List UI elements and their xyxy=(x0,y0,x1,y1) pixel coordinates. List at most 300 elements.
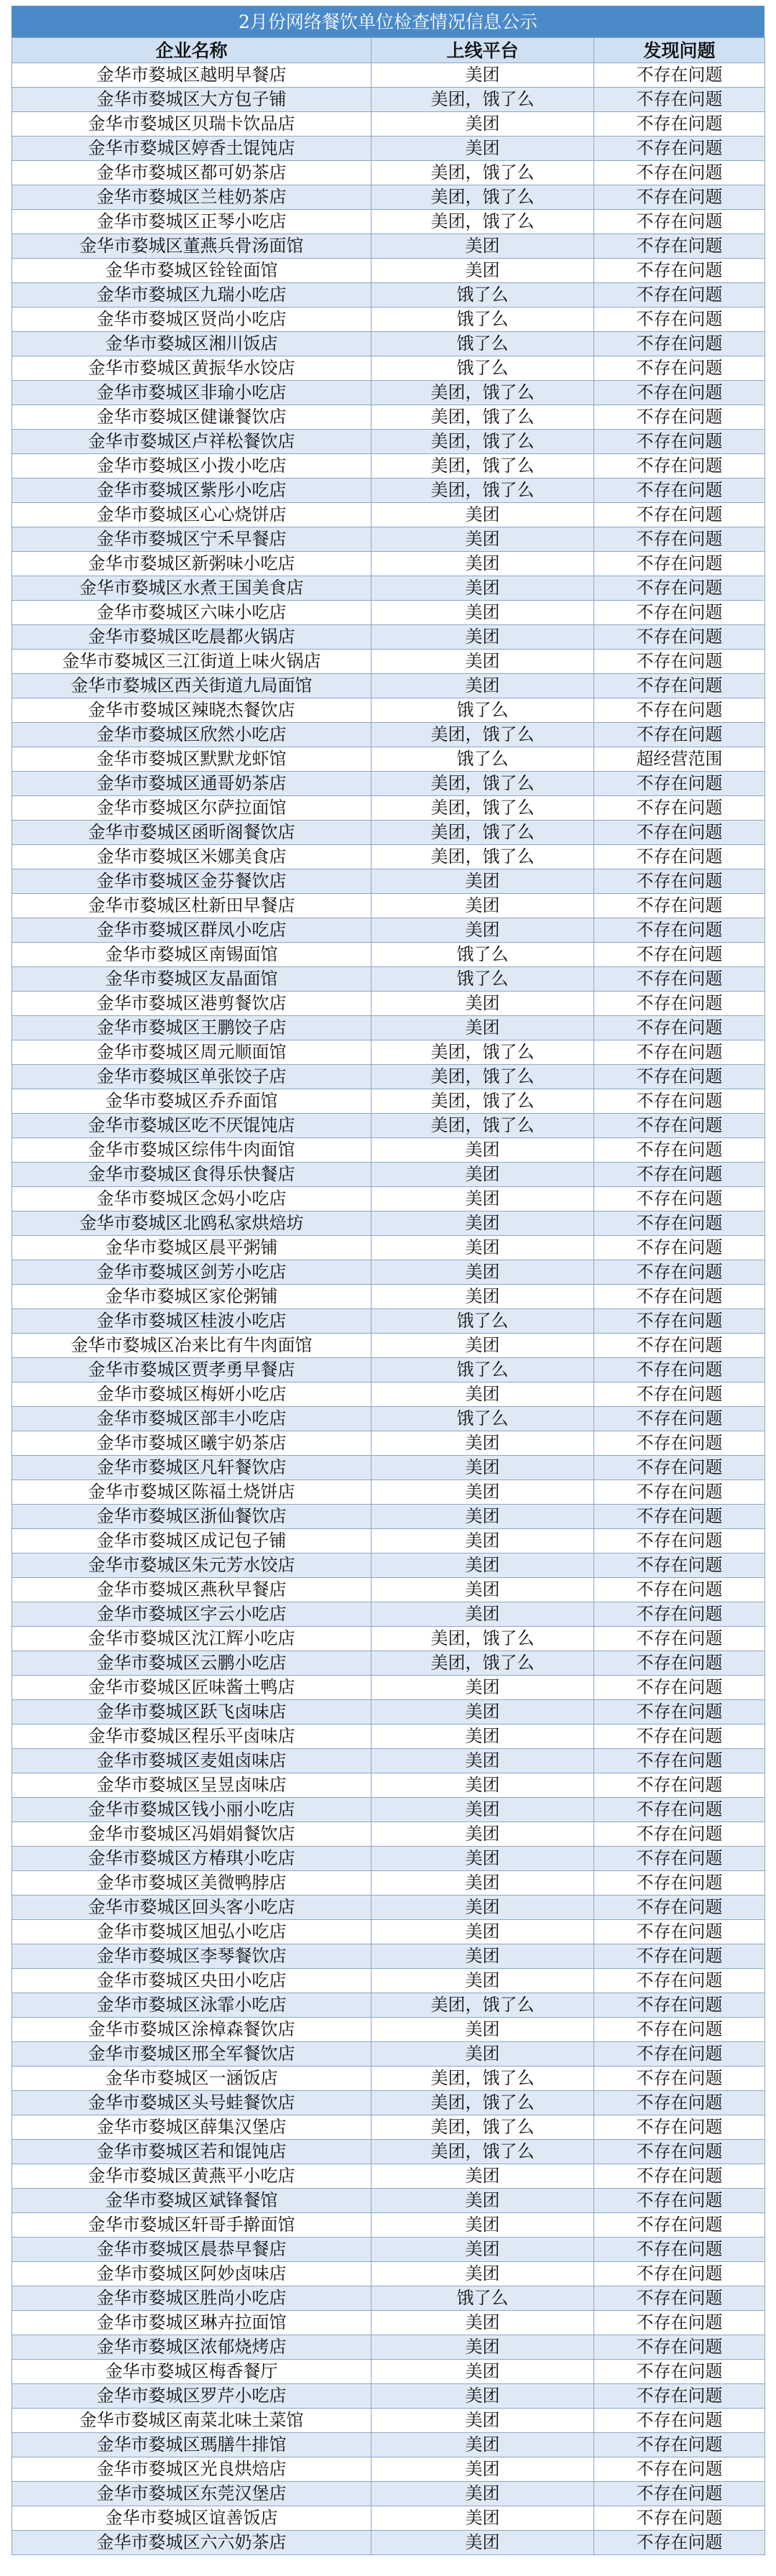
cell-platform: 美团 xyxy=(371,2335,594,2360)
cell-issue: 不存在问题 xyxy=(594,918,765,943)
cell-company-name: 金华市婺城区轩哥手擀面馆 xyxy=(12,2213,371,2238)
cell-company-name: 金华市婺城区美微鸭脖店 xyxy=(12,1871,371,1896)
cell-company-name: 金华市婺城区港剪餐饮店 xyxy=(12,992,371,1016)
cell-company-name: 金华市婺城区斌锋餐馆 xyxy=(12,2189,371,2213)
table-row xyxy=(12,1358,765,1382)
cell-issue: 不存在问题 xyxy=(594,1358,765,1382)
cell-company-name: 金华市婺城区浓郁烧烤店 xyxy=(12,2335,371,2360)
table-row xyxy=(12,2115,765,2140)
cell-company-name: 金华市婺城区呈昱卤味店 xyxy=(12,1773,371,1798)
cell-platform: 饿了么 xyxy=(371,747,594,772)
table-row xyxy=(12,88,765,112)
cell-issue: 不存在问题 xyxy=(594,1700,765,1725)
cell-platform: 美团，饿了么 xyxy=(371,405,594,430)
cell-company-name: 金华市婺城区默默龙虾馆 xyxy=(12,747,371,772)
inspection-table xyxy=(11,37,765,2555)
cell-company-name: 金华市婺城区念妈小吃店 xyxy=(12,1187,371,1211)
cell-company-name: 金华市婺城区部丰小吃店 xyxy=(12,1407,371,1431)
cell-company-name: 金华市婺城区兰桂奶茶店 xyxy=(12,185,371,210)
table-row xyxy=(12,503,765,527)
table-row xyxy=(12,1163,765,1187)
cell-platform: 饿了么 xyxy=(371,2286,594,2311)
cell-platform: 美团 xyxy=(371,601,594,625)
cell-company-name: 金华市婺城区吃不厌馄饨店 xyxy=(12,1114,371,1138)
table-row xyxy=(12,1773,765,1798)
cell-company-name: 金华市婺城区越明早餐店 xyxy=(12,63,371,88)
cell-company-name: 金华市婺城区辣晓杰餐饮店 xyxy=(12,698,371,723)
cell-issue: 不存在问题 xyxy=(594,552,765,576)
cell-platform: 美团 xyxy=(371,2433,594,2457)
cell-company-name: 金华市婺城区一涵饭店 xyxy=(12,2067,371,2091)
cell-issue: 不存在问题 xyxy=(594,1773,765,1798)
cell-issue: 不存在问题 xyxy=(594,2042,765,2067)
cell-company-name: 金华市婺城区瑪膳牛排馆 xyxy=(12,2433,371,2457)
cell-issue: 不存在问题 xyxy=(594,1505,765,1529)
table-row xyxy=(12,259,765,283)
table-row xyxy=(12,112,765,137)
cell-platform: 美团，饿了么 xyxy=(371,1065,594,1089)
table-row xyxy=(12,625,765,650)
cell-company-name: 金华市婺城区友晶面馆 xyxy=(12,967,371,992)
table-row xyxy=(12,161,765,185)
cell-issue: 不存在问题 xyxy=(594,943,765,967)
cell-issue: 不存在问题 xyxy=(594,283,765,308)
table-row xyxy=(12,2189,765,2213)
table-row xyxy=(12,63,765,88)
cell-company-name: 金华市婺城区贤尚小吃店 xyxy=(12,308,371,332)
cell-platform: 美团 xyxy=(371,2457,594,2482)
cell-company-name: 金华市婺城区成记包子铺 xyxy=(12,1529,371,1554)
cell-issue: 不存在问题 xyxy=(594,2018,765,2042)
table-row xyxy=(12,210,765,234)
cell-company-name: 金华市婺城区梅香餐厅 xyxy=(12,2360,371,2384)
cell-platform: 美团，饿了么 xyxy=(371,1040,594,1065)
cell-issue: 不存在问题 xyxy=(594,796,765,821)
cell-platform: 美团，饿了么 xyxy=(371,723,594,747)
cell-issue: 不存在问题 xyxy=(594,1211,765,1236)
cell-issue: 不存在问题 xyxy=(594,1382,765,1407)
table-row xyxy=(12,2067,765,2091)
cell-platform: 美团 xyxy=(371,2238,594,2262)
cell-issue: 不存在问题 xyxy=(594,894,765,918)
cell-issue: 不存在问题 xyxy=(594,88,765,112)
cell-company-name: 金华市婺城区李琴餐饮店 xyxy=(12,1944,371,1969)
cell-platform: 美团 xyxy=(371,1578,594,1602)
cell-issue: 不存在问题 xyxy=(594,1602,765,1627)
cell-company-name: 金华市婺城区心心烧饼店 xyxy=(12,503,371,527)
table-row xyxy=(12,1114,765,1138)
table-row xyxy=(12,1334,765,1358)
cell-company-name: 金华市婺城区都可奶茶店 xyxy=(12,161,371,185)
cell-issue: 不存在问题 xyxy=(594,1065,765,1089)
cell-platform: 美团 xyxy=(371,503,594,527)
table-row xyxy=(12,2482,765,2506)
table-row xyxy=(12,1627,765,1651)
cell-platform: 美团 xyxy=(371,1725,594,1749)
table-row xyxy=(12,1969,765,1993)
cell-company-name: 金华市婺城区梅妍小吃店 xyxy=(12,1382,371,1407)
header-issues-found: 发现问题 xyxy=(594,38,765,63)
cell-company-name: 金华市婺城区方椿琪小吃店 xyxy=(12,1847,371,1871)
table-row xyxy=(12,185,765,210)
cell-company-name: 金华市婺城区米娜美食店 xyxy=(12,845,371,869)
cell-company-name: 金华市婺城区冶来比有牛肉面馆 xyxy=(12,1334,371,1358)
table-row xyxy=(12,1382,765,1407)
cell-company-name: 金华市婺城区浙仙餐饮店 xyxy=(12,1505,371,1529)
cell-platform: 饿了么 xyxy=(371,332,594,356)
cell-company-name: 金华市婺城区晨恭早餐店 xyxy=(12,2238,371,2262)
cell-platform: 美团，饿了么 xyxy=(371,2091,594,2115)
cell-issue: 不存在问题 xyxy=(594,2091,765,2115)
cell-company-name: 金华市婺城区央田小吃店 xyxy=(12,1969,371,1993)
cell-platform: 美团 xyxy=(371,1480,594,1505)
cell-platform: 美团 xyxy=(371,1896,594,1920)
cell-issue: 不存在问题 xyxy=(594,1285,765,1309)
cell-issue: 不存在问题 xyxy=(594,698,765,723)
cell-platform: 美团 xyxy=(371,137,594,161)
cell-company-name: 金华市婺城区六六奶茶店 xyxy=(12,2531,371,2555)
cell-issue: 不存在问题 xyxy=(594,2360,765,2384)
cell-platform: 美团 xyxy=(371,674,594,698)
cell-company-name: 金华市婺城区新粥味小吃店 xyxy=(12,552,371,576)
cell-platform: 美团 xyxy=(371,1822,594,1847)
cell-issue: 不存在问题 xyxy=(594,234,765,259)
cell-company-name: 金华市婺城区贝瑞卡饮品店 xyxy=(12,112,371,137)
cell-issue: 不存在问题 xyxy=(594,2238,765,2262)
cell-company-name: 金华市婺城区钱小丽小吃店 xyxy=(12,1798,371,1822)
inspection-sheet xyxy=(11,6,765,2555)
table-row xyxy=(12,1456,765,1480)
cell-company-name: 金华市婺城区剑芳小吃店 xyxy=(12,1260,371,1285)
header-platform: 上线平台 xyxy=(371,38,594,63)
cell-issue: 不存在问题 xyxy=(594,356,765,381)
table-row xyxy=(12,1725,765,1749)
cell-company-name: 金华市婺城区董燕兵骨汤面馆 xyxy=(12,234,371,259)
table-row xyxy=(12,405,765,430)
cell-issue: 不存在问题 xyxy=(594,1480,765,1505)
cell-platform: 饿了么 xyxy=(371,283,594,308)
cell-issue: 不存在问题 xyxy=(594,1456,765,1480)
cell-platform: 美团 xyxy=(371,1285,594,1309)
table-row xyxy=(12,1505,765,1529)
cell-issue: 不存在问题 xyxy=(594,1236,765,1260)
cell-issue: 不存在问题 xyxy=(594,1163,765,1187)
cell-issue: 不存在问题 xyxy=(594,2164,765,2189)
cell-issue: 不存在问题 xyxy=(594,332,765,356)
cell-company-name: 金华市婺城区通哥奶茶店 xyxy=(12,772,371,796)
cell-platform: 饿了么 xyxy=(371,1309,594,1334)
cell-issue: 不存在问题 xyxy=(594,1896,765,1920)
cell-platform: 美团 xyxy=(371,259,594,283)
table-row xyxy=(12,1993,765,2018)
cell-company-name: 金华市婺城区谊善饭店 xyxy=(12,2506,371,2531)
cell-issue: 不存在问题 xyxy=(594,772,765,796)
cell-company-name: 金华市婺城区琳卉拉面馆 xyxy=(12,2311,371,2335)
table-row xyxy=(12,2506,765,2531)
cell-issue: 不存在问题 xyxy=(594,2384,765,2409)
header-company-name: 企业名称 xyxy=(12,38,371,63)
cell-company-name: 金华市婺城区食得乐快餐店 xyxy=(12,1163,371,1187)
cell-platform: 美团，饿了么 xyxy=(371,1993,594,2018)
table-row xyxy=(12,1749,765,1773)
cell-platform: 美团，饿了么 xyxy=(371,1114,594,1138)
table-row xyxy=(12,650,765,674)
cell-platform: 美团，饿了么 xyxy=(371,479,594,503)
cell-platform: 美团 xyxy=(371,1016,594,1040)
cell-issue: 不存在问题 xyxy=(594,1651,765,1676)
cell-issue: 不存在问题 xyxy=(594,2433,765,2457)
cell-platform: 美团 xyxy=(371,576,594,601)
cell-company-name: 金华市婺城区九瑞小吃店 xyxy=(12,283,371,308)
cell-company-name: 金华市婺城区正琴小吃店 xyxy=(12,210,371,234)
cell-issue: 不存在问题 xyxy=(594,381,765,405)
table-row xyxy=(12,1065,765,1089)
cell-issue: 不存在问题 xyxy=(594,1309,765,1334)
table-row xyxy=(12,943,765,967)
cell-platform: 美团 xyxy=(371,552,594,576)
table-row xyxy=(12,1944,765,1969)
table-row xyxy=(12,1285,765,1309)
cell-issue: 不存在问题 xyxy=(594,650,765,674)
table-row xyxy=(12,2238,765,2262)
cell-company-name: 金华市婺城区大方包子铺 xyxy=(12,88,371,112)
table-row xyxy=(12,1700,765,1725)
table-row xyxy=(12,381,765,405)
cell-company-name: 金华市婺城区综伟牛肉面馆 xyxy=(12,1138,371,1163)
cell-platform: 美团 xyxy=(371,1260,594,1285)
table-row xyxy=(12,2311,765,2335)
cell-platform: 美团 xyxy=(371,1773,594,1798)
cell-platform: 美团 xyxy=(371,1798,594,1822)
cell-company-name: 金华市婺城区湘川饭店 xyxy=(12,332,371,356)
cell-platform: 美团 xyxy=(371,2482,594,2506)
cell-platform: 美团 xyxy=(371,1163,594,1187)
cell-platform: 饿了么 xyxy=(371,356,594,381)
cell-issue: 不存在问题 xyxy=(594,1969,765,1993)
table-row xyxy=(12,1089,765,1114)
cell-platform: 美团，饿了么 xyxy=(371,185,594,210)
table-row xyxy=(12,1187,765,1211)
table-row xyxy=(12,796,765,821)
table-row xyxy=(12,308,765,332)
table-row xyxy=(12,2286,765,2311)
cell-platform: 美团，饿了么 xyxy=(371,1627,594,1651)
cell-platform: 饿了么 xyxy=(371,1407,594,1431)
header-row xyxy=(12,38,765,63)
cell-platform: 美团 xyxy=(371,650,594,674)
table-row xyxy=(12,2409,765,2433)
cell-platform: 美团 xyxy=(371,2018,594,2042)
cell-platform: 美团 xyxy=(371,63,594,88)
table-row xyxy=(12,137,765,161)
cell-company-name: 金华市婺城区周元顺面馆 xyxy=(12,1040,371,1065)
cell-company-name: 金华市婺城区家伦粥铺 xyxy=(12,1285,371,1309)
cell-issue: 不存在问题 xyxy=(594,601,765,625)
cell-issue: 不存在问题 xyxy=(594,503,765,527)
cell-company-name: 金华市婺城区乔乔面馆 xyxy=(12,1089,371,1114)
table-row xyxy=(12,1798,765,1822)
cell-issue: 不存在问题 xyxy=(594,1798,765,1822)
cell-platform: 美团 xyxy=(371,2409,594,2433)
cell-platform: 美团 xyxy=(371,1700,594,1725)
cell-issue: 不存在问题 xyxy=(594,992,765,1016)
table-row xyxy=(12,2140,765,2164)
cell-company-name: 金华市婺城区燕秋早餐店 xyxy=(12,1578,371,1602)
cell-issue: 不存在问题 xyxy=(594,967,765,992)
cell-platform: 美团 xyxy=(371,1211,594,1236)
cell-platform: 美团 xyxy=(371,894,594,918)
cell-issue: 不存在问题 xyxy=(594,1920,765,1944)
cell-platform: 美团，饿了么 xyxy=(371,161,594,185)
cell-platform: 美团 xyxy=(371,1456,594,1480)
cell-company-name: 金华市婺城区东莞汉堡店 xyxy=(12,2482,371,2506)
cell-platform: 美团 xyxy=(371,527,594,552)
cell-company-name: 金华市婺城区杜新田早餐店 xyxy=(12,894,371,918)
cell-company-name: 金华市婺城区铨铨面馆 xyxy=(12,259,371,283)
table-row xyxy=(12,1236,765,1260)
cell-issue: 不存在问题 xyxy=(594,2335,765,2360)
cell-platform: 美团 xyxy=(371,112,594,137)
cell-platform: 美团 xyxy=(371,2360,594,2384)
cell-company-name: 金华市婺城区健谦餐饮店 xyxy=(12,405,371,430)
cell-company-name: 金华市婺城区云鹏小吃店 xyxy=(12,1651,371,1676)
table-row xyxy=(12,1920,765,1944)
cell-platform: 美团，饿了么 xyxy=(371,845,594,869)
cell-company-name: 金华市婺城区北鸥私家烘焙坊 xyxy=(12,1211,371,1236)
table-row xyxy=(12,2091,765,2115)
cell-company-name: 金华市婺城区曦宇奶茶店 xyxy=(12,1431,371,1456)
table-row xyxy=(12,1578,765,1602)
cell-company-name: 金华市婺城区宁禾早餐店 xyxy=(12,527,371,552)
cell-issue: 不存在问题 xyxy=(594,112,765,137)
cell-issue: 不存在问题 xyxy=(594,1822,765,1847)
cell-issue: 不存在问题 xyxy=(594,2457,765,2482)
cell-company-name: 金华市婺城区晨平粥铺 xyxy=(12,1236,371,1260)
cell-issue: 不存在问题 xyxy=(594,2506,765,2531)
cell-issue: 不存在问题 xyxy=(594,1407,765,1431)
cell-company-name: 金华市婺城区金芬餐饮店 xyxy=(12,869,371,894)
cell-issue: 不存在问题 xyxy=(594,405,765,430)
cell-issue: 不存在问题 xyxy=(594,2531,765,2555)
cell-company-name: 金华市婺城区麦姐卤味店 xyxy=(12,1749,371,1773)
cell-company-name: 金华市婺城区欣然小吃店 xyxy=(12,723,371,747)
cell-issue: 不存在问题 xyxy=(594,845,765,869)
table-row xyxy=(12,967,765,992)
cell-issue: 不存在问题 xyxy=(594,1725,765,1749)
cell-company-name: 金华市婺城区黄振华水饺店 xyxy=(12,356,371,381)
cell-issue: 不存在问题 xyxy=(594,479,765,503)
cell-issue: 不存在问题 xyxy=(594,1089,765,1114)
cell-company-name: 金华市婺城区胜尚小吃店 xyxy=(12,2286,371,2311)
table-row xyxy=(12,2531,765,2555)
cell-platform: 美团，饿了么 xyxy=(371,1089,594,1114)
sheet-title: 2月份网络餐饮单位检查情况信息公示 xyxy=(11,6,765,37)
cell-platform: 美团 xyxy=(371,1602,594,1627)
cell-platform: 美团 xyxy=(371,1969,594,1993)
table-row xyxy=(12,2433,765,2457)
cell-issue: 不存在问题 xyxy=(594,1334,765,1358)
cell-platform: 美团，饿了么 xyxy=(371,210,594,234)
cell-company-name: 金华市婺城区吃晨都火锅店 xyxy=(12,625,371,650)
table-row xyxy=(12,2262,765,2286)
cell-platform: 美团 xyxy=(371,992,594,1016)
cell-company-name: 金华市婺城区匠味酱土鸭店 xyxy=(12,1676,371,1700)
cell-issue: 不存在问题 xyxy=(594,1993,765,2018)
table-row xyxy=(12,1602,765,1627)
cell-issue: 不存在问题 xyxy=(594,2311,765,2335)
cell-issue: 不存在问题 xyxy=(594,210,765,234)
cell-company-name: 金华市婺城区光良烘焙店 xyxy=(12,2457,371,2482)
cell-company-name: 金华市婺城区涂樟森餐饮店 xyxy=(12,2018,371,2042)
table-row xyxy=(12,1676,765,1700)
cell-issue: 不存在问题 xyxy=(594,63,765,88)
cell-issue: 不存在问题 xyxy=(594,2067,765,2091)
table-body xyxy=(12,63,765,2555)
table-row xyxy=(12,356,765,381)
cell-company-name: 金华市婺城区黄燕平小吃店 xyxy=(12,2164,371,2189)
table-row xyxy=(12,1016,765,1040)
table-row xyxy=(12,698,765,723)
cell-platform: 美团 xyxy=(371,1334,594,1358)
cell-company-name: 金华市婺城区卢祥松餐饮店 xyxy=(12,430,371,454)
table-row xyxy=(12,1407,765,1431)
cell-issue: 不存在问题 xyxy=(594,1016,765,1040)
cell-platform: 美团 xyxy=(371,2384,594,2409)
cell-issue: 不存在问题 xyxy=(594,2262,765,2286)
table-row xyxy=(12,1431,765,1456)
table-row xyxy=(12,821,765,845)
cell-issue: 超经营范围 xyxy=(594,747,765,772)
cell-company-name: 金华市婺城区阿妙卤味店 xyxy=(12,2262,371,2286)
cell-platform: 美团 xyxy=(371,1431,594,1456)
cell-company-name: 金华市婺城区西关街道九局面馆 xyxy=(12,674,371,698)
cell-issue: 不存在问题 xyxy=(594,185,765,210)
cell-platform: 美团 xyxy=(371,2531,594,2555)
cell-platform: 美团 xyxy=(371,1138,594,1163)
cell-company-name: 金华市婺城区单张饺子店 xyxy=(12,1065,371,1089)
table-row xyxy=(12,527,765,552)
cell-platform: 美团 xyxy=(371,2506,594,2531)
table-row xyxy=(12,1260,765,1285)
cell-platform: 饿了么 xyxy=(371,698,594,723)
cell-issue: 不存在问题 xyxy=(594,625,765,650)
cell-issue: 不存在问题 xyxy=(594,1040,765,1065)
cell-company-name: 金华市婺城区跃飞卤味店 xyxy=(12,1700,371,1725)
cell-platform: 美团 xyxy=(371,918,594,943)
cell-platform: 美团 xyxy=(371,869,594,894)
table-row xyxy=(12,1138,765,1163)
cell-issue: 不存在问题 xyxy=(594,821,765,845)
cell-issue: 不存在问题 xyxy=(594,1431,765,1456)
table-row xyxy=(12,1529,765,1554)
cell-issue: 不存在问题 xyxy=(594,723,765,747)
cell-platform: 饿了么 xyxy=(371,308,594,332)
cell-issue: 不存在问题 xyxy=(594,576,765,601)
cell-issue: 不存在问题 xyxy=(594,1554,765,1578)
cell-issue: 不存在问题 xyxy=(594,1944,765,1969)
cell-issue: 不存在问题 xyxy=(594,527,765,552)
cell-issue: 不存在问题 xyxy=(594,2140,765,2164)
cell-platform: 美团 xyxy=(371,1676,594,1700)
cell-issue: 不存在问题 xyxy=(594,430,765,454)
cell-company-name: 金华市婺城区头号蛙餐饮店 xyxy=(12,2091,371,2115)
cell-company-name: 金华市婺城区字云小吃店 xyxy=(12,1602,371,1627)
table-row xyxy=(12,674,765,698)
cell-company-name: 金华市婺城区贾孝勇早餐店 xyxy=(12,1358,371,1382)
cell-platform: 美团 xyxy=(371,1382,594,1407)
cell-platform: 美团，饿了么 xyxy=(371,2115,594,2140)
cell-issue: 不存在问题 xyxy=(594,2482,765,2506)
